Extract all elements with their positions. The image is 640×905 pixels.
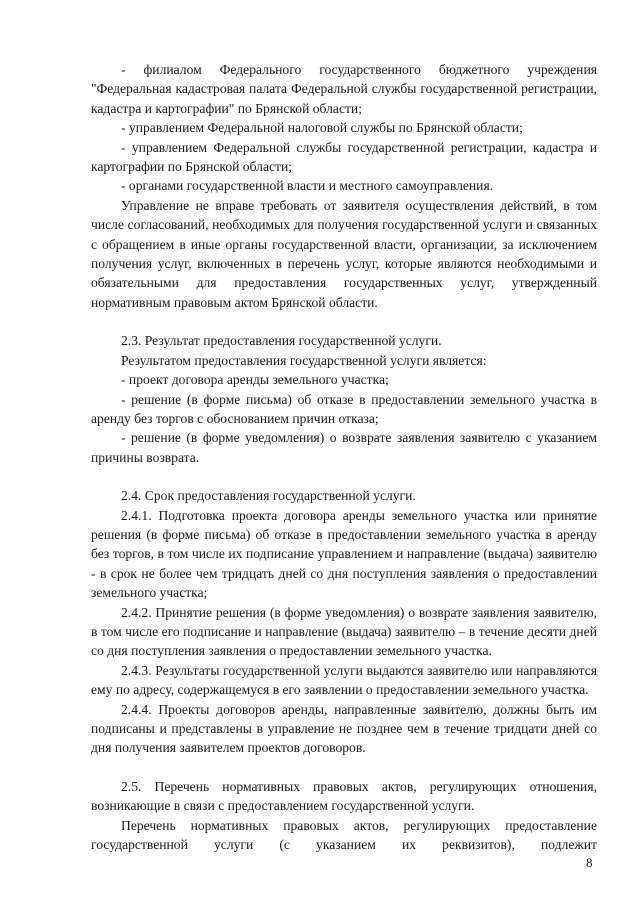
list-item-cadastral-chamber: - филиалом Федерального государственного бюджетного учреждения "Федеральная кадастровая палата Федеральной службы государственной регистрации, кадастра и картографии" по Брянской области; bbox=[91, 62, 597, 116]
list-item-government-bodies: - органами государственной власти и местного самоуправления. bbox=[121, 178, 494, 194]
paragraph-legal-acts: Перечень нормативных правовых актов, регулирующих предоставление государственной услуги (с указанием их реквизитов), подлежит bbox=[91, 817, 597, 853]
body-text bbox=[91, 60, 597, 854]
paragraph-2-4-1: 2.4.1. Подготовка проекта договора аренды земельного участка или принятие решения (в форме письма) об отказе в предоставлении земельного участка в аренду без торгов, в том числе их подписание управлением и направление (выдача) заявителю - в срок не более чем тридцать дней со дня поступления заявления о предоставлении земельного участка; bbox=[91, 507, 597, 601]
list-item-registration-service: - управлением Федеральной службы государственной регистрации, кадастра и картографии по Брянской области; bbox=[91, 139, 597, 175]
paragraph-gap bbox=[91, 467, 597, 486]
paragraph-2-4-3: 2.4.3. Результаты государственной услуги выдаются заявителю или направляются ему по адресу, содержащемуся в его заявлении о предоставлении земельного участка. bbox=[91, 662, 597, 698]
list-item-tax-service: - управлением Федеральной налоговой службы по Брянской области; bbox=[121, 120, 523, 136]
paragraph-management-restrictions: Управление не вправе требовать от заявителя осуществления действий, в том числе согласований, необходимых для получения государственной услуги и связанных с обращением в иные органы государственной власти, организации, за исключением получения услуг, включенных в перечень услуг, которые являются необходимыми и обязательными для предоставления государственных услуг, утвержденный нормативным правовым актом Брянской области. bbox=[91, 197, 597, 310]
list-item-return-decision: - решение (в форме уведомления) о возврате заявления заявителю с указанием причины возврата. bbox=[91, 430, 597, 465]
list-item-refusal-decision: - решение (в форме письма) об отказе в предоставлении земельного участка в аренду без торгов с обоснованием причин отказа; bbox=[91, 391, 597, 426]
page-number: 8 bbox=[586, 855, 593, 870]
paragraph-2-4-2: 2.4.2. Принятие решения (в форме уведомления) о возврате заявления заявителю, в том числе его подписание и направление (выдача) заявителю – в течение десяти дней со дня поступления заявления о предоставлении земельного участка. bbox=[91, 604, 597, 659]
paragraph-2-4-4: 2.4.4. Проекты договоров аренды, направленные заявителю, должны быть им подписаны и представлены в управление не позднее чем в течение тридцати дней со дня получения заявителем проектов договоров. bbox=[91, 701, 597, 756]
paragraph-gap bbox=[91, 312, 597, 331]
section-heading-2-5: 2.5. Перечень нормативных правовых актов, регулирующих отношения, возникающие в связи с предоставлением государственной услуги. bbox=[91, 778, 597, 814]
section-heading-2-3: 2.3. Результат предоставления государственной услуги. bbox=[121, 333, 442, 349]
paragraph-result-intro: Результатом предоставления государственной услуги является: bbox=[121, 352, 487, 368]
paragraph-gap bbox=[91, 758, 597, 777]
section-heading-2-4: 2.4. Срок предоставления государственной услуги. bbox=[121, 488, 416, 504]
list-item-lease-draft: - проект договора аренды земельного участка; bbox=[121, 372, 389, 388]
